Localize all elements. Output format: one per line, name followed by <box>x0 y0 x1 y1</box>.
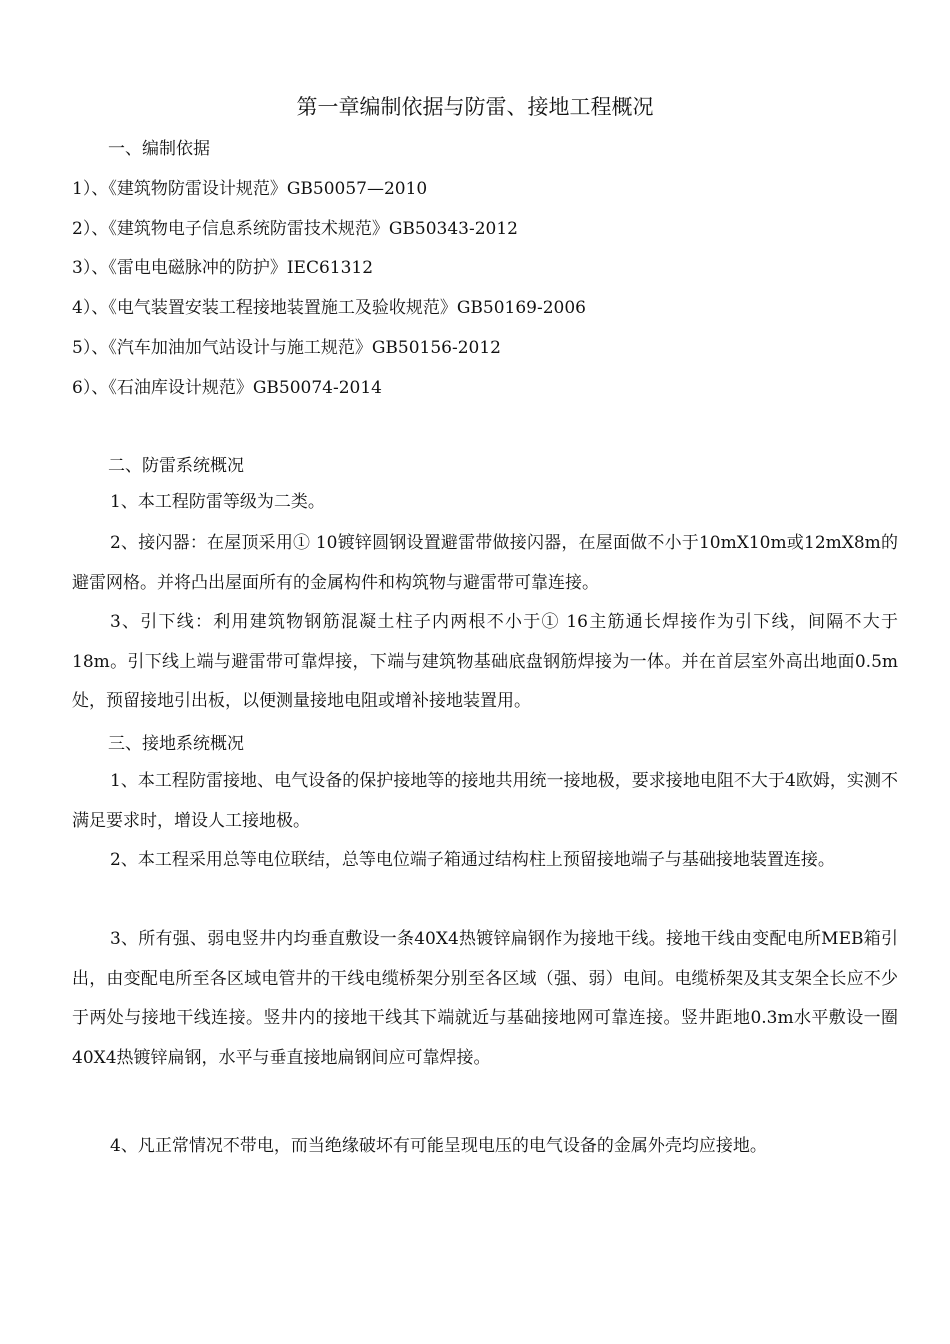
chapter-title: 第一章编制依据与防雷、接地工程概况 <box>296 95 654 119</box>
section3-paragraph: 1、本工程防雷接地、电气设备的保护接地等的接地共用统一接地极，要求接地电阻不大于4欧姆，实测不满足要求时，增设人工接地极。 <box>72 771 898 831</box>
section3-paragraph: 3、所有强、弱电竖井内均垂直敷设一条40X4热镀锌扁钢作为接地干线。接地干线由变配电所MEB箱引出，由变配电所至各区域电管井的干线电缆桥架分别至各区域（强、弱）电间。电缆桥架及其支架全长应不少于两处与接地干线连接。竖井内的接地干线其下端就近与基础接地网可靠连接。竖井距地0.3m水平敷设一圈40X4热镀锌扁钢，水平与垂直接地扁钢间应可靠焊接。 <box>72 929 898 1068</box>
reference-item: 6）、《石油库设计规范》GB50074-2014 <box>72 378 382 398</box>
reference-item: 3）、《雷电电磁脉冲的防护》IEC61312 <box>72 258 374 278</box>
section2-paragraph: 2、接闪器：在屋顶采用① 10镀锌圆钢设置避雷带做接闪器，在屋面做不小于10mX10m或12mX8m的避雷网格。并将凸出屋面所有的金属构件和构筑物与避雷带可靠连接。 <box>72 533 898 593</box>
section2-heading: 二、防雷系统概况 <box>108 456 244 476</box>
reference-item: 5）、《汽车加油加气站设计与施工规范》GB50156-2012 <box>72 338 501 358</box>
section3-paragraph: 2、本工程采用总等电位联结，总等电位端子箱通过结构柱上预留接地端子与基础接地装置连接。 <box>110 850 835 870</box>
section3-heading: 三、接地系统概况 <box>108 734 244 754</box>
section1-heading: 一、编制依据 <box>108 139 210 159</box>
section3-paragraph: 4、凡正常情况不带电，而当绝缘破坏有可能呈现电压的电气设备的金属外壳均应接地。 <box>110 1136 767 1156</box>
reference-item: 1）、《建筑物防雷设计规范》GB50057—2010 <box>72 179 428 199</box>
section2-paragraph: 1、本工程防雷等级为二类。 <box>110 492 325 512</box>
section2-paragraph: 3、引下线：利用建筑物钢筋混凝土柱子内两根不小于① 16主筋通长焊接作为引下线，间隔不大于18m。引下线上端与避雷带可靠焊接，下端与建筑物基础底盘钢筋焊接为一体。并在首层室外高出地面0.5m处，预留接地引出板，以便测量接地电阻或增补接地装置用。 <box>72 612 898 711</box>
reference-item: 2）、《建筑物电子信息系统防雷技术规范》GB50343-2012 <box>72 219 518 239</box>
reference-item: 4）、《电气装置安装工程接地装置施工及验收规范》GB50169-2006 <box>72 298 586 318</box>
